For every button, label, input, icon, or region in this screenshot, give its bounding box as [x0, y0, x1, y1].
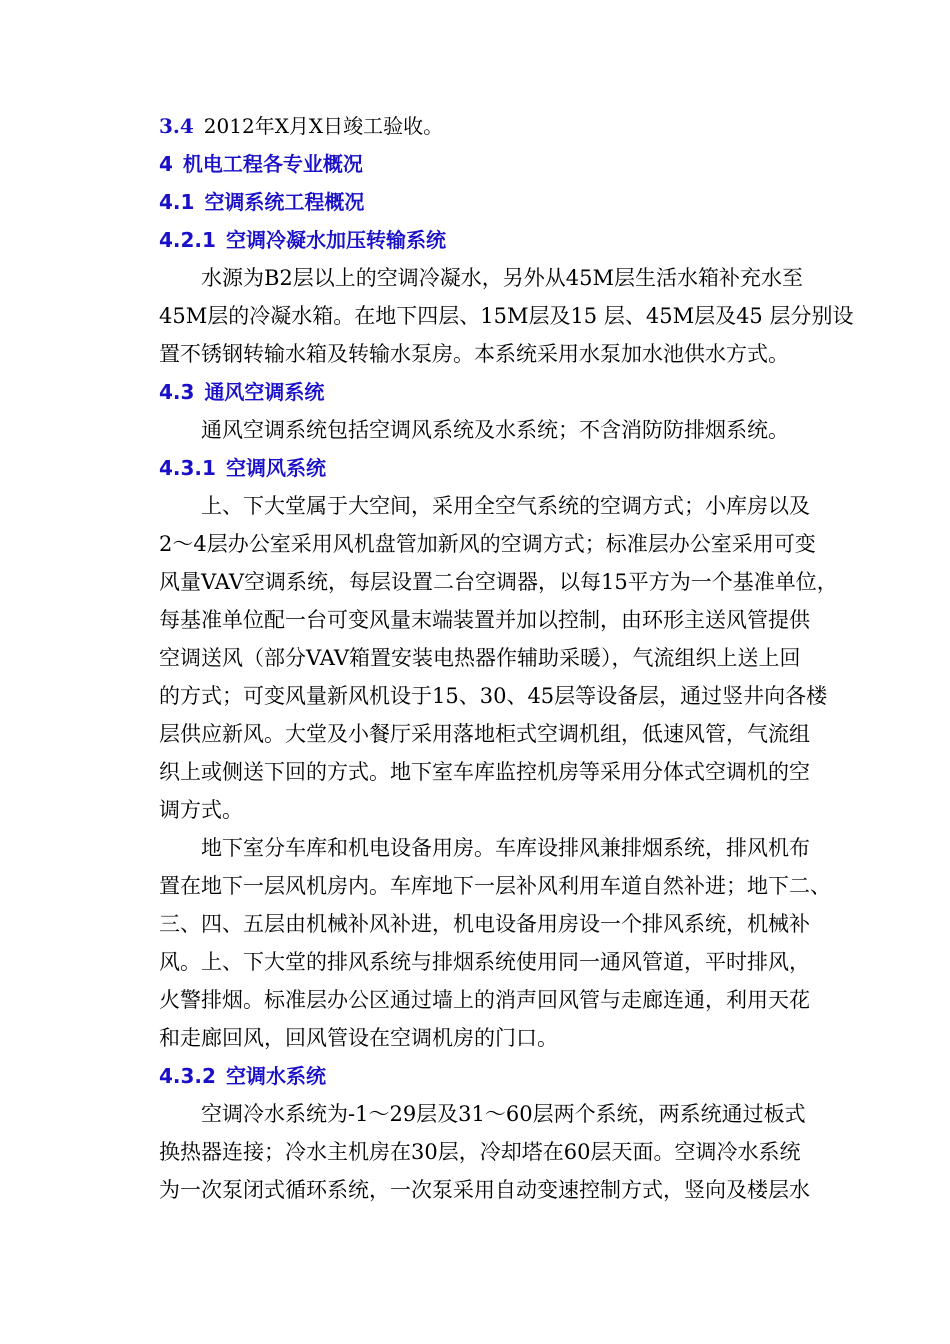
paragraph-line: 2～4层办公室采用风机盘管加新风的空调方式；标准层办公室采用可变 — [159, 532, 816, 556]
paragraph-line: 换热器连接；冷水主机房在30层，冷却塔在60层天面。空调冷水系统 — [159, 1140, 801, 1164]
section-heading — [159, 221, 879, 259]
document-body — [159, 107, 879, 1209]
paragraph — [159, 259, 879, 373]
paragraph-line: 风。上、下大堂的排风系统与排烟系统使用同一通风管道，平时排风， — [159, 950, 810, 974]
paragraph-line: 的方式；可变风量新风机设于15、30、45层等设备层，通过竖井向各楼 — [159, 684, 828, 708]
paragraph-line: 通风空调系统包括空调风系统及水系统；不含消防防排烟系统。 — [201, 418, 789, 442]
paragraph-line: 上、下大堂属于大空间，采用全空气系统的空调方式；小库房以及 — [201, 494, 810, 518]
paragraph-line: 火警排烟。标准层办公区通过墙上的消声回风管与走廊连通，利用天花 — [159, 988, 810, 1012]
section-heading — [159, 107, 879, 145]
section-number: 4.2.1 — [159, 228, 216, 252]
paragraph-line: 织上或侧送下回的方式。地下室车库监控机房等采用分体式空调机的空 — [159, 760, 810, 784]
section-number: 4.3 — [159, 380, 195, 404]
paragraph-line: 层供应新风。大堂及小餐厅采用落地柜式空调机组，低速风管，气流组 — [159, 722, 810, 746]
section-number: 3.4 — [159, 114, 194, 138]
section-title: 机电工程各专业概况 — [182, 152, 363, 176]
paragraph-line: 地下室分车库和机电设备用房。车库设排风兼排烟系统，排风机布 — [201, 836, 810, 860]
section-number: 4.1 — [159, 190, 195, 214]
section-title: 通风空调系统 — [204, 380, 325, 404]
paragraph-line: 空调送风（部分VAV箱置安装电热器作辅助采暖），气流组织上送上回 — [159, 646, 801, 670]
paragraph-line: 和走廊回风，回风管设在空调机房的门口。 — [159, 1026, 558, 1050]
paragraph — [159, 1095, 879, 1209]
paragraph-line: 调方式。 — [159, 798, 243, 822]
section-number: 4.3.2 — [159, 1064, 216, 1088]
paragraph-line: 三、四、五层由机械补风补进，机电设备用房设一个排风系统，机械补 — [159, 912, 810, 936]
section-heading — [159, 145, 879, 183]
paragraph-line: 置不锈钢转输水箱及转输水泵房。本系统采用水泵加水池供水方式。 — [159, 342, 789, 366]
paragraph — [159, 829, 879, 1057]
paragraph-line: 为一次泵闭式循环系统，一次泵采用自动变速控制方式，竖向及楼层水 — [159, 1178, 810, 1202]
section-heading — [159, 1057, 879, 1095]
paragraph-line: 置在地下一层风机房内。车库地下一层补风利用车道自然补进；地下二、 — [159, 874, 831, 898]
section-number: 4 — [159, 152, 173, 176]
section-title: 空调水系统 — [225, 1064, 326, 1088]
section-title: 空调冷凝水加压转输系统 — [225, 228, 446, 252]
paragraph-line: 风量VAV空调系统，每层设置二台空调器，以每15平方为一个基准单位， — [159, 570, 838, 594]
paragraph-line: 每基准单位配一台可变风量末端装置并加以控制，由环形主送风管提供 — [159, 608, 810, 632]
section-title: 空调风系统 — [225, 456, 326, 480]
section-title: 2012年X月X日竣工验收。 — [203, 114, 444, 138]
paragraph — [159, 411, 879, 449]
paragraph-line: 空调冷水系统为-1～29层及31～60层两个系统，两系统通过板式 — [201, 1102, 806, 1126]
paragraph-line: 45M层的冷凝水箱。在地下四层、15M层及15 层、45M层及45 层分别设 — [159, 304, 854, 328]
paragraph — [159, 487, 879, 829]
section-title: 空调系统工程概况 — [204, 190, 365, 214]
section-heading — [159, 373, 879, 411]
paragraph-line: 水源为B2层以上的空调冷凝水，另外从45M层生活水箱补充水至 — [201, 266, 804, 290]
section-heading — [159, 183, 879, 221]
section-number: 4.3.1 — [159, 456, 216, 480]
section-heading — [159, 449, 879, 487]
